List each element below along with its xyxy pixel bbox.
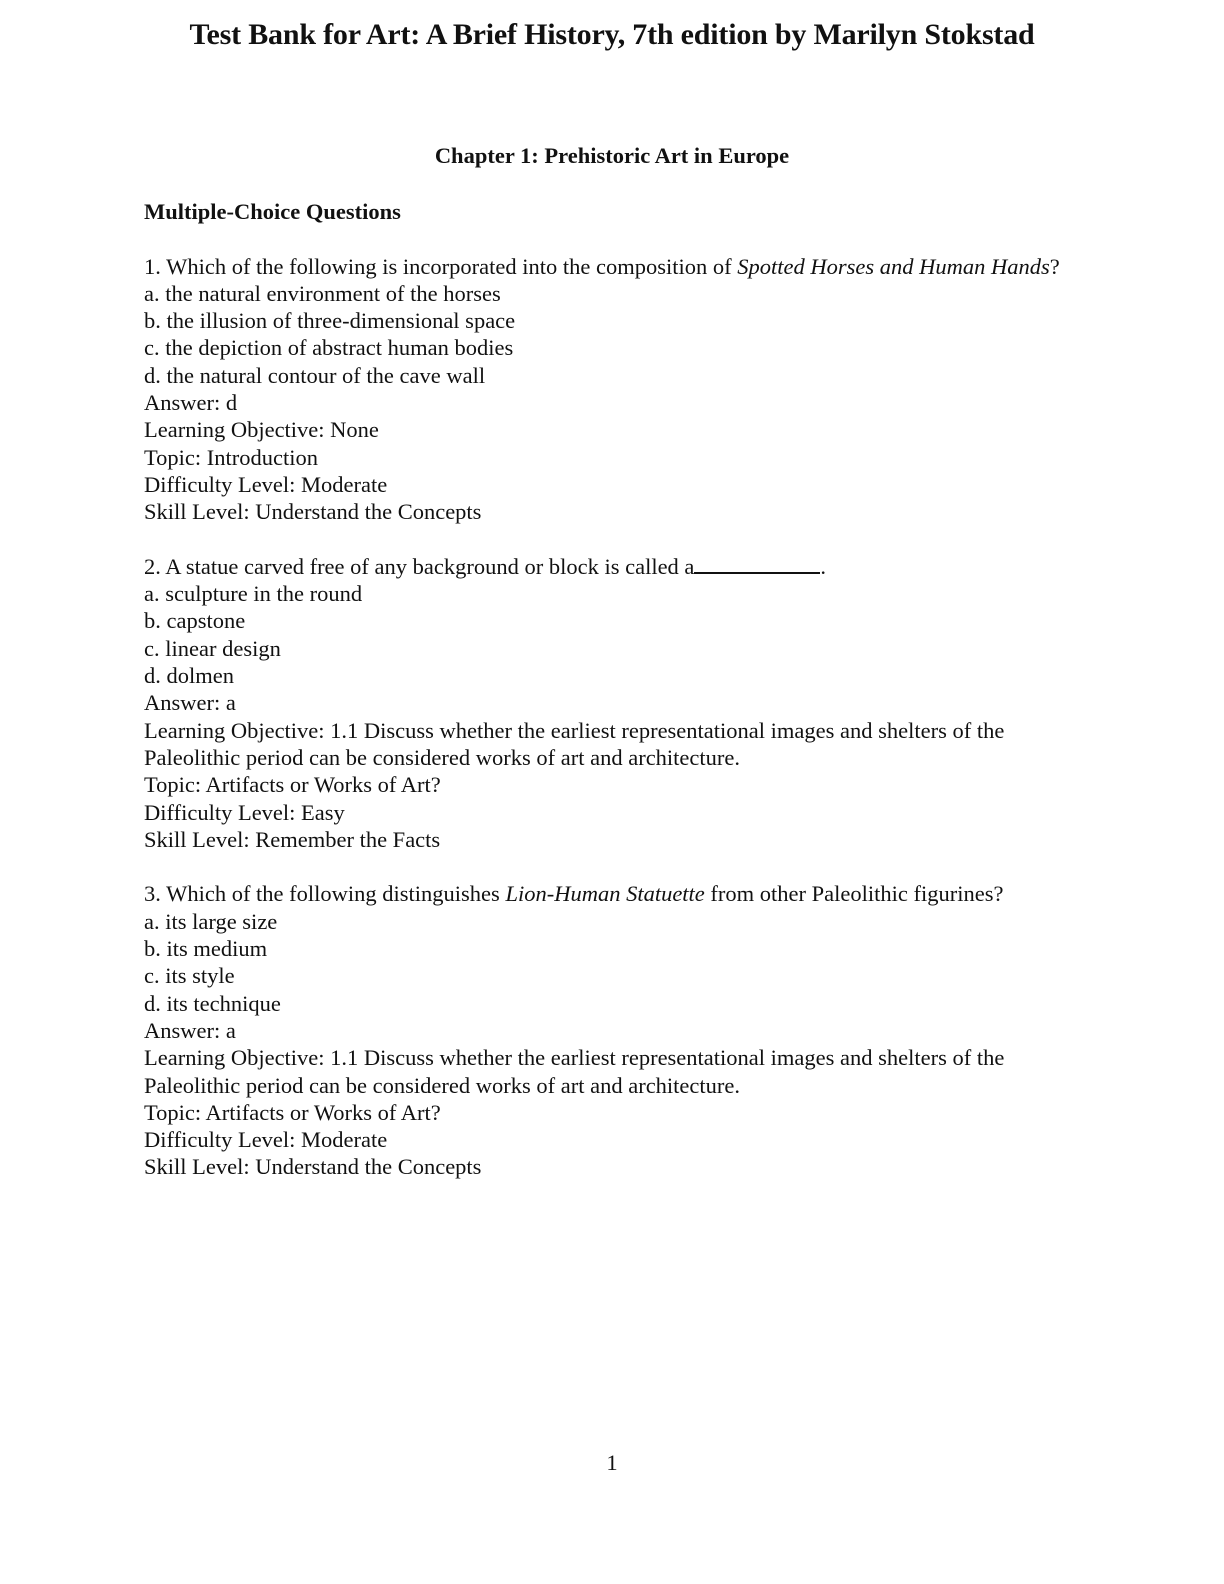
fill-in-blank bbox=[694, 554, 820, 574]
option-b: b. the illusion of three-dimensional space bbox=[144, 308, 516, 334]
difficulty-level: Difficulty Level: Easy bbox=[144, 799, 345, 825]
artwork-title: Spotted Horses and Human Hands bbox=[737, 253, 1050, 279]
learning-objective: Learning Objective: None bbox=[144, 417, 379, 443]
question-2 bbox=[144, 553, 1064, 853]
document-body bbox=[144, 198, 1064, 1208]
option-c: c. the depiction of abstract human bodies bbox=[144, 335, 514, 361]
skill-level: Skill Level: Understand the Concepts bbox=[144, 499, 482, 525]
stem-suffix: . bbox=[820, 553, 827, 579]
stem-suffix: from other Paleolithic figurines? bbox=[704, 881, 1004, 907]
option-a: a. sculpture in the round bbox=[144, 581, 363, 607]
skill-level: Skill Level: Understand the Concepts bbox=[144, 1154, 482, 1180]
option-d: d. its technique bbox=[144, 990, 281, 1016]
question-1 bbox=[144, 253, 1064, 526]
option-c: c. linear design bbox=[144, 635, 281, 661]
topic: Topic: Introduction bbox=[144, 444, 319, 470]
document-title: Test Bank for Art: A Brief History, 7th edition by Marilyn Stokstad bbox=[189, 18, 1035, 51]
artwork-title: Lion-Human Statuette bbox=[505, 881, 705, 907]
stem-suffix: ? bbox=[1049, 253, 1060, 279]
learning-objective: Learning Objective: 1.1 Discuss whether the earliest representational images and shelters of the Paleolithic period can be considered works of art and architecture. bbox=[144, 717, 1005, 770]
question-stem bbox=[144, 253, 1064, 280]
option-a: a. its large size bbox=[144, 908, 278, 934]
option-b: b. its medium bbox=[144, 936, 268, 962]
answer: Answer: a bbox=[144, 1017, 236, 1043]
answer: Answer: a bbox=[144, 690, 236, 716]
stem-text: 1. Which of the following is incorporated into the composition of bbox=[144, 253, 738, 279]
section-heading: Multiple-Choice Questions bbox=[144, 199, 401, 224]
page-number: 1 bbox=[606, 1450, 618, 1475]
learning-objective: Learning Objective: 1.1 Discuss whether the earliest representational images and shelters of the Paleolithic period can be considered works of art and architecture. bbox=[144, 1045, 1005, 1098]
answer: Answer: d bbox=[144, 390, 238, 416]
chapter-title: Chapter 1: Prehistoric Art in Europe bbox=[434, 143, 790, 168]
question-3 bbox=[144, 880, 1064, 1180]
topic: Topic: Artifacts or Works of Art? bbox=[144, 772, 441, 798]
difficulty-level: Difficulty Level: Moderate bbox=[144, 471, 388, 497]
option-d: d. the natural contour of the cave wall bbox=[144, 362, 486, 388]
stem-text: 3. Which of the following distinguishes bbox=[144, 881, 506, 907]
option-b: b. capstone bbox=[144, 608, 246, 634]
difficulty-level: Difficulty Level: Moderate bbox=[144, 1127, 388, 1153]
question-stem bbox=[144, 880, 1064, 907]
stem-text: 2. A statue carved free of any background or block is called a bbox=[144, 553, 695, 579]
option-c: c. its style bbox=[144, 963, 235, 989]
option-a: a. the natural environment of the horses bbox=[144, 280, 501, 306]
skill-level: Skill Level: Remember the Facts bbox=[144, 826, 441, 852]
option-d: d. dolmen bbox=[144, 663, 234, 689]
question-stem bbox=[144, 553, 1064, 580]
topic: Topic: Artifacts or Works of Art? bbox=[144, 1099, 441, 1125]
